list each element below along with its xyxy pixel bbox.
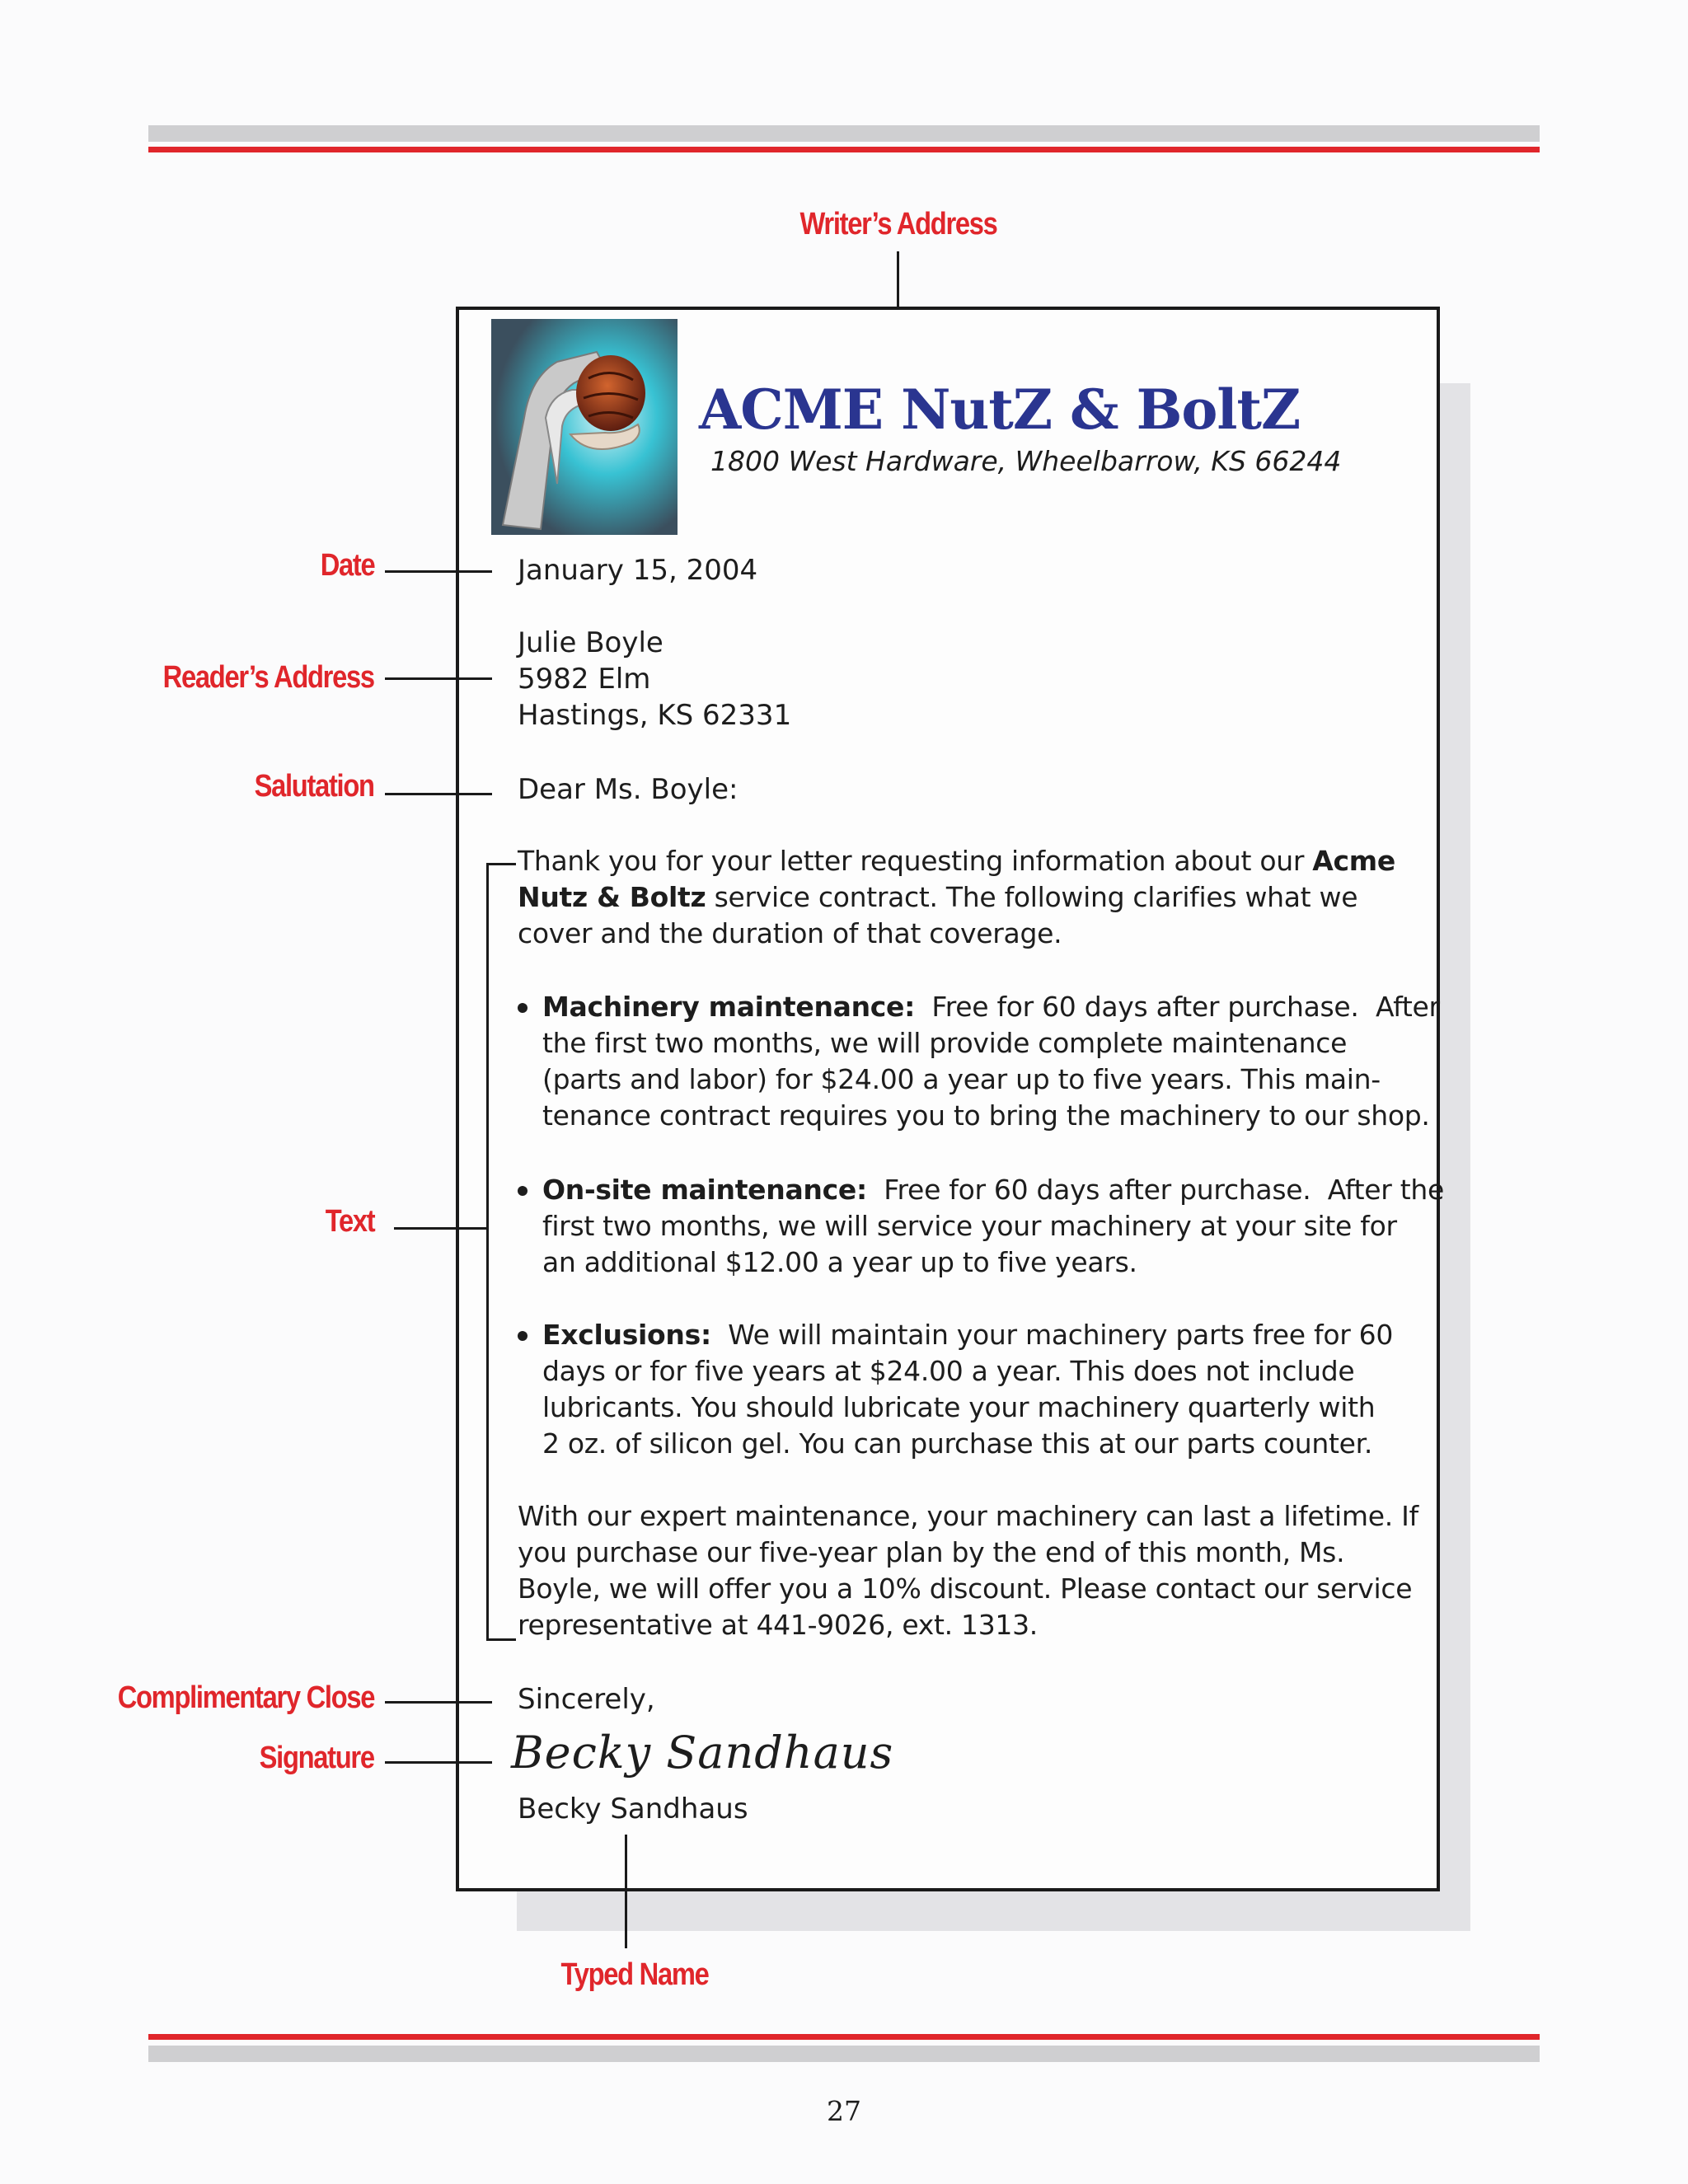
bullet-machinery-maintenance [542,989,1440,1134]
bullet-line: first two months, we will service your machinery at your site for [542,1210,1397,1242]
text-bracket-top [486,863,516,865]
top-gray-rule [148,125,1540,142]
text-bracket-bottom [486,1638,516,1641]
closing-line: you purchase our five-year plan by the end of this month, Ms. [518,1536,1345,1568]
text-bracket [486,863,489,1641]
bullet-exclusions [542,1317,1393,1462]
bullet-first-line: On-site maintenance: Free for 60 days after purchase. After the [542,1174,1444,1206]
bullet-line: days or for five years at $24.00 a year. This does not include [542,1355,1355,1387]
bullet-onsite-maintenance [542,1172,1444,1281]
bullet-line: an additional $12.00 a year up to five years. [542,1246,1137,1278]
letter-date: January 15, 2004 [518,554,758,587]
bullet-icon [518,1003,528,1013]
callout-signature-leader [385,1761,492,1764]
top-red-rule [148,147,1540,152]
closing-line: Boyle, we will offer you a 10% discount. Please contact our service [518,1572,1413,1605]
callout-salutation-leader [385,793,492,795]
intro-paragraph [518,843,1395,952]
bullet-line: 2 oz. of silicon gel. You can purchase this at our parts counter. [542,1427,1373,1460]
callout-typed-name: Typed Name [560,1957,709,1992]
closing-line: representative at 441-9026, ext. 1313. [518,1609,1038,1641]
complimentary-close: Sincerely, [518,1683,655,1716]
callout-complimentary-close-leader [385,1701,492,1704]
salutation: Dear Ms. Boyle: [518,773,738,806]
intro-line-3: cover and the duration of that coverage. [518,917,1062,949]
bullet-icon [518,1186,528,1196]
bullet-line: tenance contract requires you to bring the machinery to our shop. [542,1099,1430,1132]
callout-signature: Signature [259,1741,374,1775]
bullet-icon [518,1331,528,1341]
bullet-first-line: Exclusions: We will maintain your machinery parts free for 60 [542,1319,1394,1351]
company-name: ACME NutZ & BoltZ [699,377,1301,442]
bottom-gray-rule [148,2046,1540,2062]
bullet-line: (parts and labor) for $24.00 a year up to five years. This main- [542,1063,1381,1095]
callout-text: Text [325,1204,374,1239]
callout-text-leader [394,1227,488,1230]
wrench-holding-nut-icon [491,319,678,535]
typed-name: Becky Sandhaus [518,1793,748,1825]
intro-line-1: Thank you for your letter requesting information about our Acme [518,845,1395,877]
bullet-line: the first two months, we will provide complete maintenance [542,1027,1348,1059]
intro-line-2: Nutz & Boltz service contract. The following clarifies what we [518,881,1358,913]
reader-street: 5982 Elm [518,663,651,696]
handwritten-signature: Becky Sandhaus [511,1727,894,1779]
callout-readers-address-leader [385,677,492,680]
closing-line: With our expert maintenance, your machinery can last a lifetime. If [518,1500,1418,1532]
closing-paragraph [518,1498,1418,1643]
callout-complimentary-close: Complimentary Close [117,1680,374,1715]
reader-name: Julie Boyle [518,626,663,659]
callout-typed-name-leader [625,1835,627,1948]
callout-date-leader [385,570,492,573]
bullet-first-line: Machinery maintenance: Free for 60 days after purchase. After [542,991,1440,1023]
callout-salutation: Salutation [254,769,374,804]
bottom-red-rule [148,2034,1540,2040]
bullet-line: lubricants. You should lubricate your machinery quarterly with [542,1391,1376,1423]
callout-writers-address: Writer’s Address [799,207,997,241]
callout-readers-address: Reader’s Address [162,660,374,695]
callout-date: Date [320,548,374,583]
company-address: 1800 West Hardware, Wheelbarrow, KS 66244 [710,445,1342,477]
page-number: 27 [827,2095,861,2127]
reader-city: Hastings, KS 62331 [518,699,792,732]
